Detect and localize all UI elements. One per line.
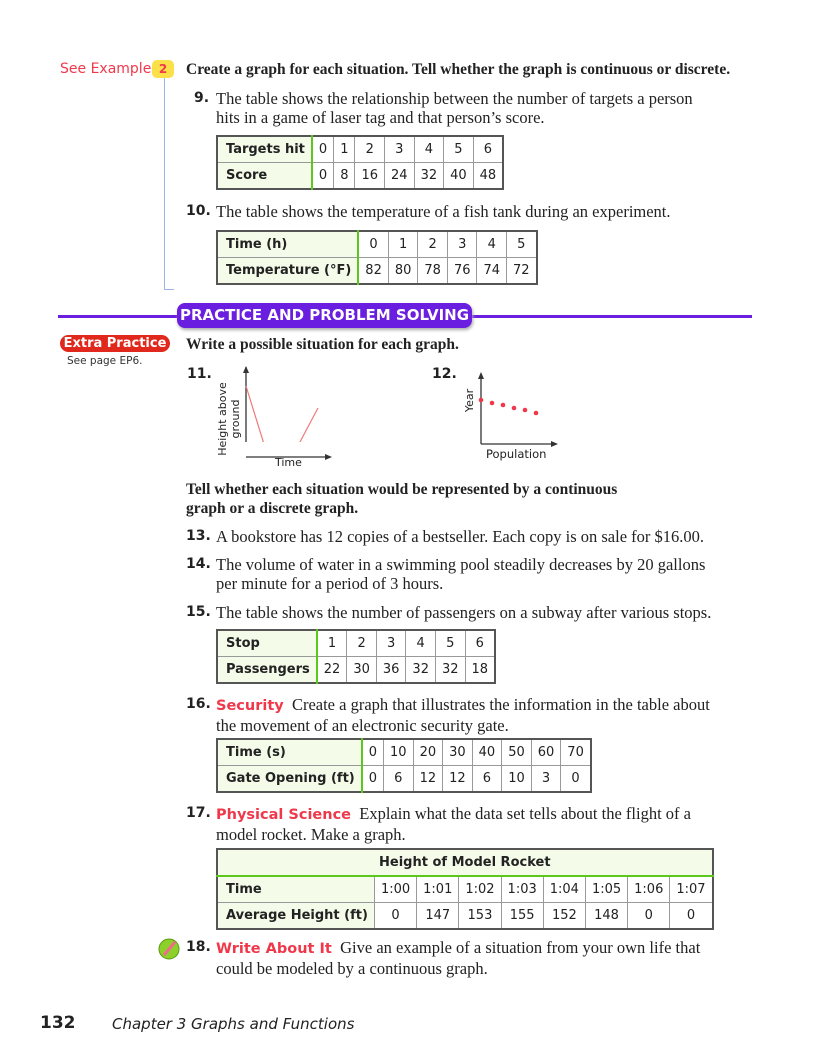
row-header: Stop	[217, 630, 317, 657]
question-number: 15.	[186, 604, 211, 620]
table-cell: 36	[376, 657, 406, 684]
table-cell: 18	[465, 657, 495, 684]
chapter-title: Chapter 3 Graphs and Functions	[112, 1015, 355, 1033]
table-cell: 1:04	[543, 876, 585, 903]
rocket-height-table	[216, 848, 714, 930]
table-cell: 10	[502, 766, 532, 793]
table-cell: 48	[473, 163, 503, 190]
example-bracket-foot	[164, 289, 174, 290]
table-cell: 1	[317, 630, 347, 657]
table-cell: 3	[447, 231, 477, 258]
table-cell: 5	[435, 630, 465, 657]
table-cell: 72	[507, 258, 537, 285]
row-header: Gate Opening (ft)	[217, 766, 362, 793]
table-cell: 30	[347, 657, 377, 684]
question-17-text	[216, 804, 691, 844]
table-cell: 155	[501, 903, 543, 930]
table-cell: 32	[414, 163, 444, 190]
row-header: Targets hit	[217, 136, 312, 163]
table-cell: 40	[444, 163, 474, 190]
row-header: Temperature (°F)	[217, 258, 358, 285]
text-line: Tell whether each situation would be represented by a continuous	[186, 481, 618, 498]
x-axis-arrow-icon	[551, 441, 558, 447]
text-line: The volume of water in a swimming pool steadily decreases by 20 gallons	[216, 555, 706, 574]
table-cell: 22	[317, 657, 347, 684]
question-18-text	[216, 938, 700, 978]
table-cell: 74	[477, 258, 507, 285]
table-cell: 5	[507, 231, 537, 258]
row-header: Time (h)	[217, 231, 358, 258]
row-header: Time (s)	[217, 739, 362, 766]
table-cell: 24	[385, 163, 415, 190]
table-cell: 60	[531, 739, 561, 766]
row-header: Score	[217, 163, 312, 190]
text-line: the movement of an electronic security gate.	[216, 716, 509, 735]
table-cell: 1:00	[374, 876, 416, 903]
example-badge[interactable]: 2	[152, 60, 174, 78]
graph-12-x-label: Population	[486, 447, 547, 461]
table-cell: 16	[355, 163, 385, 190]
table-cell: 0	[362, 739, 384, 766]
table-cell: 3	[376, 630, 406, 657]
table-cell: 152	[543, 903, 585, 930]
table-cell: 3	[531, 766, 561, 793]
row-header: Time	[217, 876, 374, 903]
table-cell: 0	[312, 163, 334, 190]
data-points	[479, 398, 539, 416]
table-cell: 80	[388, 258, 418, 285]
table-cell: 1:07	[670, 876, 713, 903]
x-axis-arrow-icon	[325, 454, 332, 460]
table-cell: 6	[473, 136, 503, 163]
table-cell: 6	[384, 766, 414, 793]
question-9-text	[216, 89, 693, 127]
temperature-table	[216, 230, 538, 285]
question-number: 12.	[432, 366, 457, 382]
table-title-row	[217, 849, 713, 876]
question-number: 10.	[186, 203, 211, 219]
table-cell: 40	[472, 739, 502, 766]
table-row	[217, 136, 503, 163]
table-row	[217, 739, 591, 766]
table-cell: 70	[561, 739, 591, 766]
targets-score-table	[216, 135, 504, 190]
table-row	[217, 231, 537, 258]
table-cell: 4	[477, 231, 507, 258]
table-title: Height of Model Rocket	[217, 849, 713, 876]
topic-label: Write About It	[216, 941, 332, 957]
table-cell: 20	[413, 739, 443, 766]
table-row	[217, 657, 495, 684]
y-axis-arrow-icon	[243, 366, 249, 373]
table-cell: 0	[561, 766, 591, 793]
table-cell: 8	[334, 163, 355, 190]
axis-label: ground	[229, 399, 242, 439]
table-cell: 5	[444, 136, 474, 163]
table-cell: 153	[459, 903, 501, 930]
question-13-text: A bookstore has 12 copies of a bestseller. Each copy is on sale for $16.00.	[216, 527, 705, 546]
question-number: 9.	[194, 90, 210, 106]
table-cell: 2	[355, 136, 385, 163]
table-cell: 1:01	[417, 876, 459, 903]
table-cell: 0	[670, 903, 713, 930]
table-cell: 6	[472, 766, 502, 793]
graph-11-y-label	[201, 380, 261, 460]
table-row	[217, 163, 503, 190]
table-cell: 1:06	[628, 876, 670, 903]
practice-banner: PRACTICE AND PROBLEM SOLVING	[177, 303, 472, 328]
table-cell: 10	[384, 739, 414, 766]
y-axis-arrow-icon	[478, 372, 484, 379]
table-cell: 0	[312, 136, 334, 163]
text-line: The table shows the relationship between the number of targets a person	[216, 89, 693, 108]
extra-practice-badge[interactable]: Extra Practice	[60, 335, 170, 352]
question-10-text: The table shows the temperature of a fish tank during an experiment.	[216, 202, 671, 221]
table-row	[217, 903, 713, 930]
table-cell: 76	[447, 258, 477, 285]
table-cell: 1	[334, 136, 355, 163]
pencil-icon	[157, 937, 181, 961]
table-cell: 0	[628, 903, 670, 930]
table-cell: 12	[413, 766, 443, 793]
question-number: 17.	[186, 805, 211, 821]
text-line: Give an example of a situation from your own life that	[340, 938, 701, 957]
table-row	[217, 876, 713, 903]
page-number: 132	[40, 1013, 76, 1033]
table-cell: 12	[443, 766, 473, 793]
table-row	[217, 766, 591, 793]
question-number: 11.	[187, 366, 212, 382]
gate-table	[216, 738, 592, 793]
question-number: 14.	[186, 556, 211, 572]
table-cell: 4	[406, 630, 436, 657]
table-cell: 1	[388, 231, 418, 258]
table-cell: 0	[358, 231, 388, 258]
text-line: per minute for a period of 3 hours.	[216, 574, 444, 593]
table-cell: 6	[465, 630, 495, 657]
table-cell: 82	[358, 258, 388, 285]
table-cell: 2	[347, 630, 377, 657]
question-16-text	[216, 695, 710, 735]
table-cell: 50	[502, 739, 532, 766]
table-cell: 32	[435, 657, 465, 684]
graph-12-year-vs-population	[470, 370, 560, 450]
question-number: 13.	[186, 528, 211, 544]
table-cell: 3	[385, 136, 415, 163]
text-line: model rocket. Make a graph.	[216, 825, 406, 844]
table-cell: 147	[417, 903, 459, 930]
graph-12-y-label: Year	[463, 388, 477, 413]
see-example-link[interactable]: See Example	[60, 61, 152, 77]
text-line: hits in a game of laser tag and that person’s score.	[216, 108, 545, 127]
example-bracket-line	[164, 78, 165, 290]
text-line: Create a graph that illustrates the information in the table about	[291, 695, 710, 714]
graph-11-x-label: Time	[275, 456, 302, 469]
graph-instruction: Write a possible situation for each graph.	[186, 336, 459, 353]
text-line: Explain what the data set tells about the flight of a	[359, 804, 691, 823]
question-number: 18.	[186, 939, 211, 955]
passengers-table	[216, 629, 496, 684]
table-cell: 32	[406, 657, 436, 684]
topic-label: Security	[216, 698, 284, 714]
row-header: Average Height (ft)	[217, 903, 374, 930]
section-instruction: Create a graph for each situation. Tell whether the graph is continuous or discrete.	[186, 61, 731, 78]
text-line: could be modeled by a continuous graph.	[216, 959, 488, 978]
question-15-text: The table shows the number of passengers on a subway after various stops.	[216, 603, 712, 622]
table-cell: 4	[414, 136, 444, 163]
table-cell: 1:02	[459, 876, 501, 903]
question-number: 16.	[186, 696, 211, 712]
see-page-note: See page EP6.	[67, 355, 143, 367]
axis-label: Height above	[216, 382, 229, 456]
table-cell: 30	[443, 739, 473, 766]
text-line: graph or a discrete graph.	[186, 500, 359, 517]
table-cell: 2	[418, 231, 448, 258]
table-cell: 1:03	[501, 876, 543, 903]
table-row	[217, 630, 495, 657]
table-cell: 0	[374, 903, 416, 930]
continuity-instruction	[186, 480, 617, 518]
table-cell: 78	[418, 258, 448, 285]
table-cell: 148	[585, 903, 627, 930]
question-14-text	[216, 555, 705, 593]
row-header: Passengers	[217, 657, 317, 684]
table-cell: 1:05	[585, 876, 627, 903]
topic-label: Physical Science	[216, 807, 351, 823]
table-row	[217, 258, 537, 285]
table-cell: 0	[362, 766, 384, 793]
